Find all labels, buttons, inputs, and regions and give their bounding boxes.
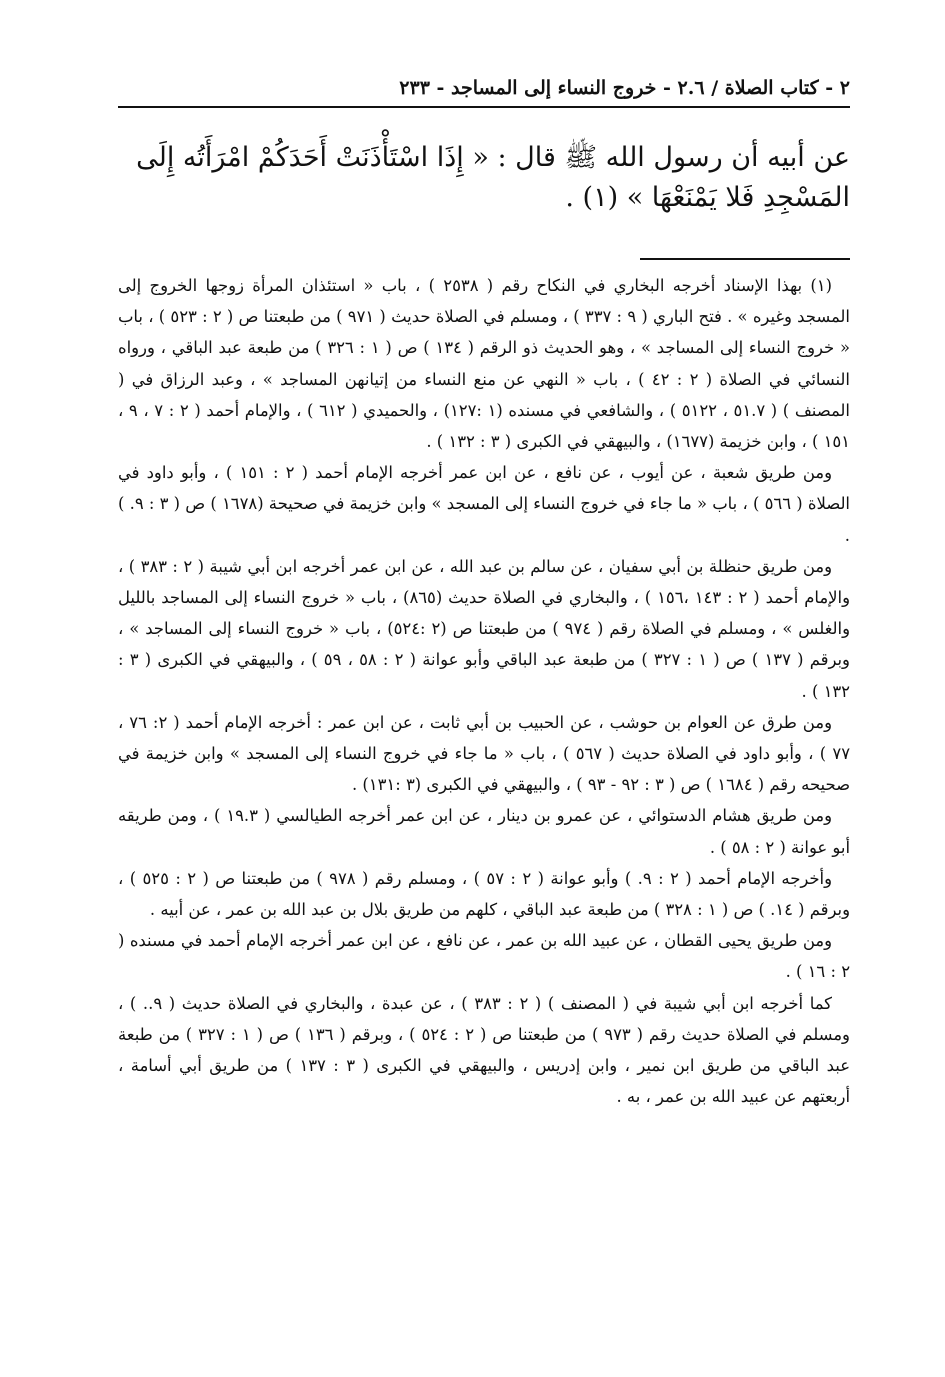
- footnote-paragraph: ومن طريق يحيى القطان ، عن عبيد الله بن عمر ، عن نافع ، عن ابن عمر أخرجه الإمام أحمد في مسنده ( ٢ : ١٦ ) .: [118, 931, 850, 982]
- running-header: ٢ - كتاب الصلاة / ٢.٦ - خروج النساء إلى المساجد - ٢٣٣: [118, 72, 850, 108]
- footnote-paragraph: (١) بهذا الإسناد أخرجه البخاري في النكاح رقم ( ٢٥٣٨ ) ، باب « استئذان المرأة زوجها الخروج إلى المسجد وغيره » . فتح الباري ( ٩ : ٣٣٧ ) ، ومسلم في الصلاة حديث ( ٩٧١ ) من طبعتنا ص ( ٢ : ٥٢٣ ) ، باب « خروج النساء إلى المساجد » ، وهو الحديث ذو الرقم ( ١٣٤ ) ص ( ١ : ٣٢٦ ) من طبعة عبد الباقي ، ورواه النسائي في الصلاة ( ٢ : ٤٢ ) ، باب « النهي عن منع النساء من إتيانهن المساجد » ، وعبد الرزاق في ( المصنف ) ( ٥١.٧ ، ٥١٢٢ ) ، والشافعي في مسنده (١ :١٢٧) ، والحميدي ( ٦١٢ ) ، والإمام أحمد ( ٢ : ٧ ، ٩ ، ١٥١ ) ، وابن خزيمة (١٦٧٧) ، والبيهقي في الكبرى ( ٣ : ١٣٢ ) .: [118, 276, 850, 452]
- footnote-paragraph: ومن طرق عن العوام بن حوشب ، عن الحبيب بن أبي ثابت ، عن ابن عمر : أخرجه الإمام أحمد ( ٢: ٧٦ ، ٧٧ ) ، وأبو داود في الصلاة حديث ( ٥٦٧ ) ، باب « ما جاء في خروج النساء إلى المسجد » وابن خزيمة في صحيحه رقم ( ١٦٨٤ ) ص ( ٣ : ٩٢ - ٩٣ ) ، والبيهقي في الكبرى (٣ :١٣١) .: [118, 712, 850, 795]
- footnotes: [118, 270, 850, 1112]
- footnote-paragraph: ومن طريق شعبة ، عن أيوب ، عن نافع ، عن ابن عمر أخرجه الإمام أحمد ( ٢ : ١٥١ ) ، وأبو داود في الصلاة ( ٥٦٦ ) ، باب « ما جاء في خروج النساء إلى المسجد » وابن خزيمة في صحيحة (١٦٧٨ ) ص ( ٣ : ٩. ) .: [118, 463, 850, 545]
- footnote-paragraph: كما أخرجه ابن أبي شيبة في ( المصنف ) ( ٢ : ٣٨٣ ) ، عن عبدة ، والبخاري في الصلاة حديث ( ٩.. ) ، ومسلم في الصلاة حديث رقم ( ٩٧٣ ) من طبعتنا ص ( ٢ : ٥٢٤ ) ، وبرقم ( ١٣٦ ) ص ( ١ : ٣٢٧ ) من طبعة عبد الباقي من طريق ابن نمير ، وابن إدريس ، والبيهقي في الكبرى ( ٣ : ١٣٧ ) من طريق أبي أسامة ، أربعتهم عن عبيد الله بن عمر ، به .: [118, 993, 850, 1107]
- hadith-text: عن أبيه أن رسول الله ﷺ قال : « إِذَا اسْتَأْذَنَتْ أَحَدَكُمْ امْرَأَتُه إِلَى المَسْجِدِ فَلا يَمْنَعْهَا » (١) .: [136, 142, 850, 213]
- footnote-paragraph: ومن طريق هشام الدستوائي ، عن عمرو بن دينار ، عن ابن عمر أخرجه الطيالسي ( ١٩.٣ ) ، ومن طريقه أبو عوانة ( ٢ : ٥٨ ) .: [118, 806, 850, 857]
- footnote-paragraph: ومن طريق حنظلة بن أبي سفيان ، عن سالم بن عبد الله ، عن ابن عمر أخرجه ابن أبي شيبة ( ٢ : ٣٨٣ ) ، والإمام أحمد ( ٢ : ١٤٣ ،١٥٦ ) ، والبخاري في الصلاة حديث (٨٦٥) ، باب « خروج النساء إلى المساجد بالليل والغلس » ، ومسلم في الصلاة رقم ( ٩٧٤ ) من طبعتنا ص (٢ :٥٢٤) ، باب « خروج النساء إلى المساجد » ، وبرقم ( ١٣٧ ) ص ( ١ : ٣٢٧ ) من طبعة عبد الباقي وأبو عوانة ( ٢ : ٥٨ ، ٥٩ ) ، والبيهقي في الكبرى ( ٣ : ١٣٢ ) .: [118, 556, 850, 701]
- footnote-divider: [640, 258, 850, 260]
- footnote-paragraph: وأخرجه الإمام أحمد ( ٢ : ٩. ) وأبو عوانة ( ٢ : ٥٧ ) ، ومسلم رقم ( ٩٧٨ ) من طبعتنا ص ( ٢ : ٥٢٥ ) ، وبرقم ( ١٤. ) ص ( ١ : ٣٢٨ ) من طبعة عبد الباقي ، كلهم من طريق بلال بن عبد الله بن عمر ، عن أبيه .: [118, 868, 850, 920]
